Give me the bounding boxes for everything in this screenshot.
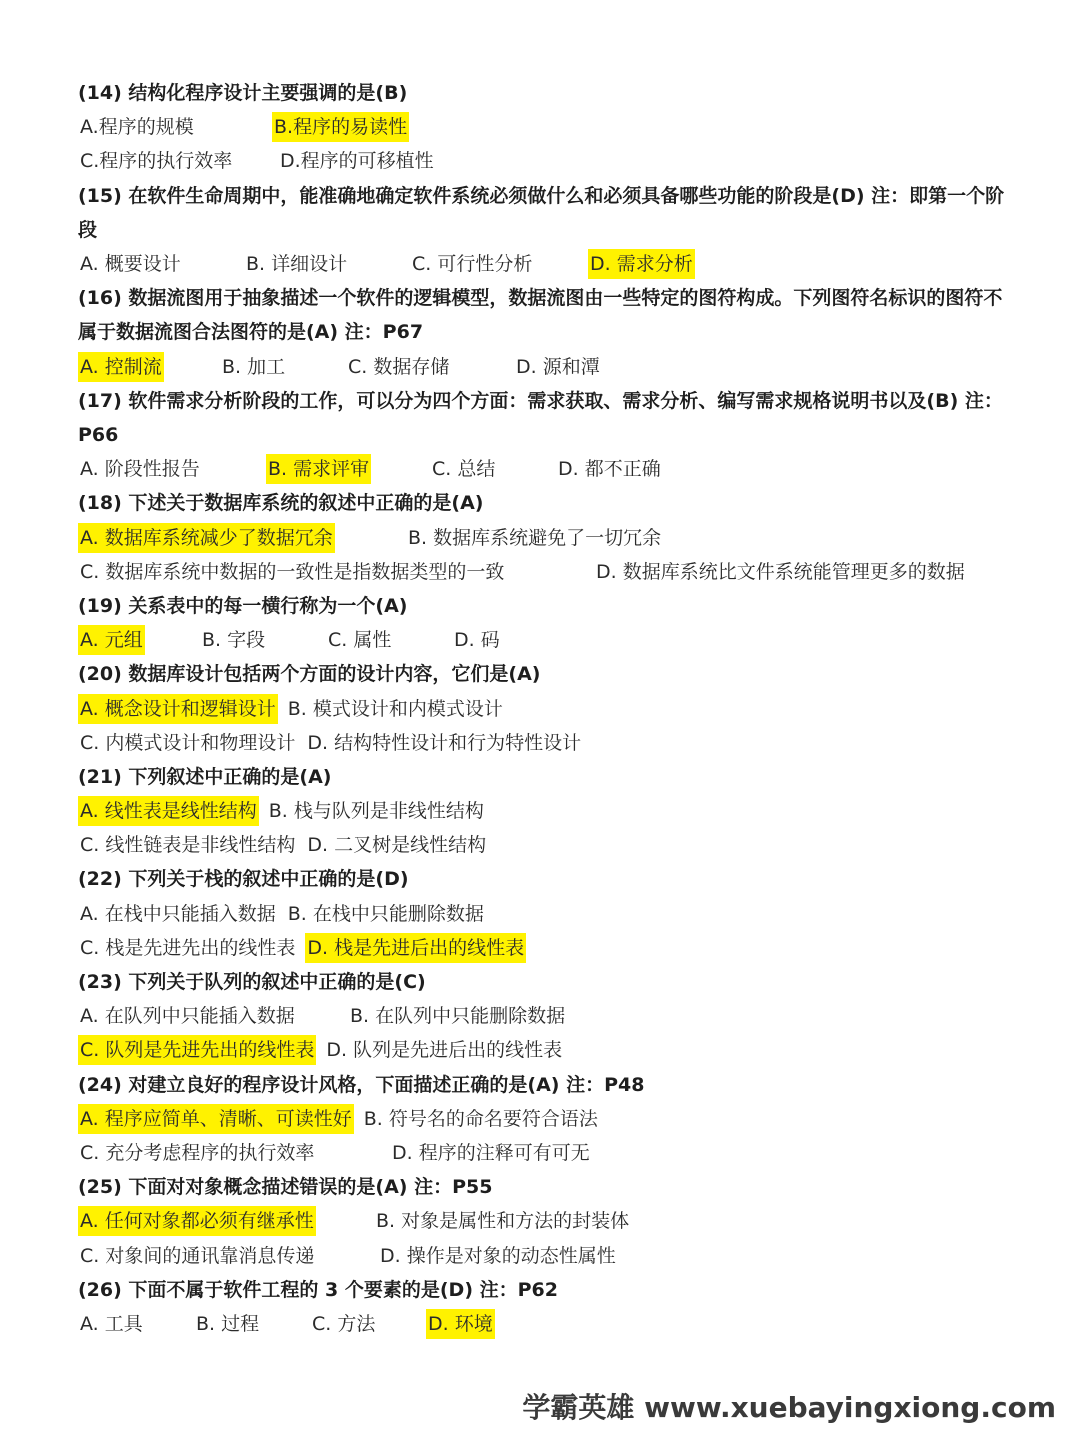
question-text: (21) 下列叙述中正确的是(A) (78, 765, 332, 788)
answer-option: B. 过程 (196, 1312, 260, 1335)
answer-option: D. 队列是先进后出的线性表 (326, 1039, 563, 1062)
answer-option-highlighted: A. 数据库系统减少了数据冗余 (78, 523, 335, 553)
options-row (78, 1102, 1018, 1136)
options-row (78, 144, 1018, 178)
answer-option: B. 符号名的命名要符合语法 (363, 1107, 598, 1130)
options-row (78, 999, 1018, 1033)
answer-option: B. 详细设计 (246, 253, 348, 276)
answer-option-highlighted: A. 线性表是线性结构 (78, 796, 259, 826)
options-row (78, 726, 1018, 760)
answer-option: D. 码 (454, 629, 500, 652)
answer-option: A. 工具 (80, 1312, 143, 1335)
question-text: (22) 下列关于栈的叙述中正确的是(D) (78, 868, 409, 891)
options-row (78, 452, 1018, 486)
options-row (78, 247, 1018, 281)
answer-option: C. 总结 (432, 458, 496, 481)
answer-option: B. 字段 (202, 629, 266, 652)
answer-option-highlighted: A. 元组 (78, 625, 145, 655)
options-row (78, 794, 1018, 828)
answer-option: D.程序的可移植性 (280, 150, 434, 173)
answer-option: C. 属性 (328, 629, 392, 652)
answer-option: C. 方法 (312, 1312, 376, 1335)
answer-option: D. 都不正确 (558, 458, 661, 481)
answer-option-highlighted: C. 队列是先进先出的线性表 (78, 1035, 316, 1065)
options-row (78, 1136, 1018, 1170)
answer-option-highlighted: D. 栈是先进后出的线性表 (305, 933, 526, 963)
question-text: (19) 关系表中的每一横行称为一个(A) (78, 594, 408, 617)
answer-option: A.程序的规模 (80, 116, 194, 139)
answer-option-highlighted: A. 控制流 (78, 352, 164, 382)
question-text: (25) 下面对对象概念描述错误的是(A) 注：P55 (78, 1176, 493, 1199)
options-row (78, 623, 1018, 657)
options-row (78, 555, 1018, 589)
answer-option-highlighted: D. 需求分析 (588, 249, 695, 279)
document-body (78, 76, 1018, 1341)
answer-option: C. 充分考虑程序的执行效率 (80, 1142, 315, 1164)
answer-option: C. 线性链表是非线性结构 (80, 834, 296, 857)
answer-option: C. 栈是先进先出的线性表 (80, 936, 296, 959)
answer-option: C. 可行性分析 (412, 253, 533, 276)
options-row (78, 350, 1018, 384)
options-row (78, 828, 1018, 862)
answer-option: A. 在栈中只能插入数据 (80, 902, 276, 925)
question-text: (17) 软件需求分析阶段的工作，可以分为四个方面：需求获取、需求分析、编写需求规格说明书以及(B) 注：P66 (78, 389, 1003, 446)
options-row (78, 1033, 1018, 1067)
question-text: (20) 数据库设计包括两个方面的设计内容，它们是(A) (78, 663, 541, 686)
answer-option: D. 二叉树是线性结构 (307, 834, 487, 857)
question-text: (14) 结构化程序设计主要强调的是(B) (78, 82, 408, 104)
answer-option: D. 源和潭 (516, 355, 600, 378)
answer-option: B. 加工 (222, 355, 286, 378)
options-row (78, 1238, 1018, 1272)
answer-option: D. 结构特性设计和行为特性设计 (307, 731, 582, 754)
answer-option-highlighted: B. 需求评审 (266, 454, 371, 484)
options-row (78, 897, 1018, 931)
answer-option: C. 内模式设计和物理设计 (80, 731, 296, 754)
answer-option: C. 数据存储 (348, 355, 450, 378)
watermark-footer: 学霸英雄 www.xuebayingxiong.com (522, 1391, 1056, 1424)
answer-option: C. 对象间的通讯靠消息传递 (80, 1244, 315, 1267)
answer-option: D. 程序的注释可有可无 (392, 1142, 590, 1164)
options-row (78, 1204, 1018, 1238)
answer-option: B. 数据库系统避免了一切冗余 (408, 526, 662, 549)
question-text: (16) 数据流图用于抽象描述一个软件的逻辑模型，数据流图由一些特定的图符构成。下列图符名标识的图符不属于数据流图合法图符的是(A) 注：P67 (78, 287, 1003, 344)
question-text: (26) 下面不属于软件工程的 3 个要素的是(D) 注：P62 (78, 1278, 558, 1301)
question-text: (23) 下列关于队列的叙述中正确的是(C) (78, 970, 426, 993)
answer-option: B. 对象是属性和方法的封装体 (376, 1210, 630, 1233)
answer-option-highlighted: B.程序的易读性 (272, 112, 409, 142)
answer-option: C.程序的执行效率 (80, 150, 233, 173)
answer-option-highlighted: A. 概念设计和逻辑设计 (78, 694, 278, 724)
answer-option: A. 在队列中只能插入数据 (80, 1005, 295, 1028)
question-text: (18) 下述关于数据库系统的叙述中正确的是(A) (78, 492, 484, 515)
answer-option: D. 操作是对象的动态性属性 (380, 1244, 616, 1267)
question-text: (15) 在软件生命周期中，能准确地确定软件系统必须做什么和必须具备哪些功能的阶段是(D) 注：即第一个阶段 (78, 184, 1005, 241)
answer-option: D. 数据库系统比文件系统能管理更多的数据 (596, 560, 965, 583)
options-row (78, 521, 1018, 555)
answer-option: B. 在队列中只能删除数据 (350, 1005, 566, 1028)
answer-option: B. 模式设计和内模式设计 (287, 697, 503, 720)
answer-option: C. 数据库系统中数据的一致性是指数据类型的一致 (80, 560, 505, 583)
answer-option-highlighted: A. 程序应简单、清晰、可读性好 (78, 1104, 354, 1134)
options-row (78, 1307, 1018, 1341)
answer-option-highlighted: A. 任何对象都必须有继承性 (78, 1206, 316, 1236)
options-row (78, 691, 1018, 725)
answer-option: A. 阶段性报告 (80, 458, 200, 481)
question-text: (24) 对建立良好的程序设计风格，下面描述正确的是(A) 注：P48 (78, 1073, 645, 1096)
options-row (78, 931, 1018, 965)
options-row (78, 110, 1018, 144)
answer-option-highlighted: D. 环境 (426, 1309, 495, 1339)
answer-option: B. 栈与队列是非线性结构 (268, 800, 484, 823)
answer-option: B. 在栈中只能删除数据 (287, 902, 484, 925)
answer-option: A. 概要设计 (80, 253, 181, 276)
